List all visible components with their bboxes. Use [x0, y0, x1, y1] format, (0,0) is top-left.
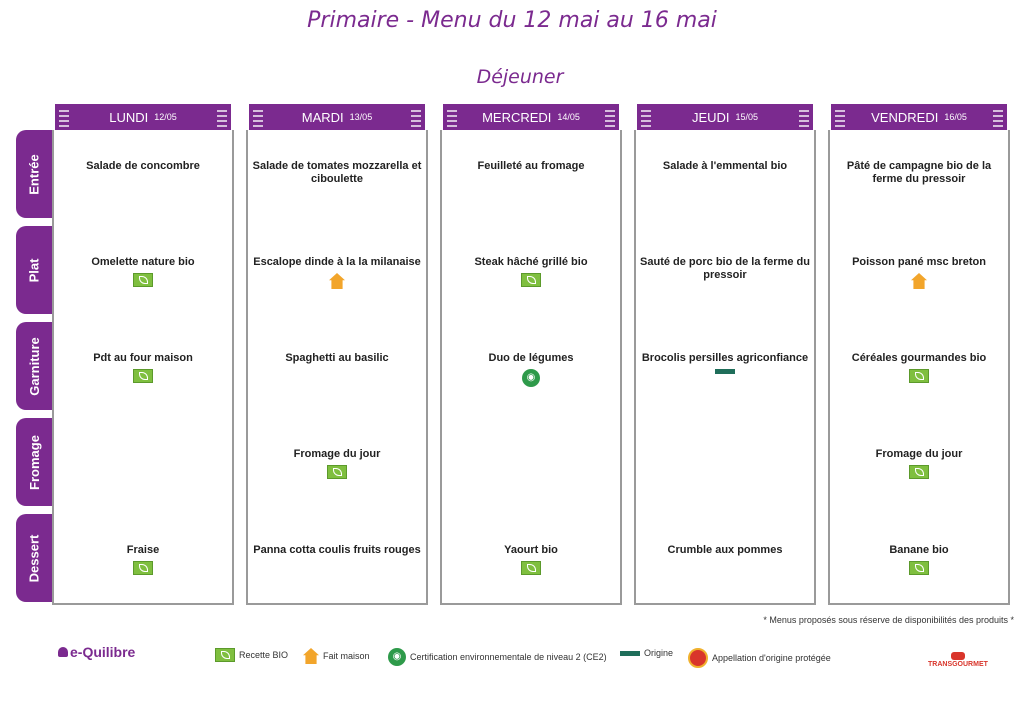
meal-title: Déjeuner — [476, 66, 564, 88]
bio-leaf-icon — [133, 561, 153, 575]
dish-name: Spaghetti au basilic — [285, 352, 389, 364]
day-column-vendredi — [828, 130, 1010, 605]
dish-name: Banane bio — [889, 544, 949, 556]
dish-name: Escalope dinde à la la milanaise — [253, 256, 421, 268]
dish-name: Panna cotta coulis fruits rouges — [253, 544, 421, 556]
dish-name: Céréales gourmandes bio — [851, 352, 987, 364]
fait-maison-house-icon — [329, 273, 345, 289]
legend-ce2: ◉ Certification environnementale de niveau 2 (CE2) — [388, 648, 607, 666]
day-header-lundi — [55, 104, 231, 130]
dish-name: Fraise — [126, 544, 160, 556]
day-header-mercredi — [443, 104, 619, 130]
row-label-plat: Plat — [16, 226, 52, 314]
menu-cell — [248, 448, 426, 514]
origine-flag-icon — [620, 651, 640, 656]
dish-name: Salade à l'emmental bio — [662, 160, 788, 172]
dish-name: Crumble aux pommes — [667, 544, 783, 556]
day-column-jeudi — [634, 130, 816, 605]
row-label-dessert: Dessert — [16, 514, 52, 602]
day-name: MERCREDI — [482, 109, 552, 125]
dish-name: Feuilleté au fromage — [477, 160, 585, 172]
day-name: MARDI — [301, 109, 344, 125]
menu-cell — [54, 256, 232, 322]
dish-name: Pâté de campagne bio de la ferme du pressoir — [846, 160, 992, 185]
menu-cell — [248, 256, 426, 322]
menu-cell — [54, 160, 232, 226]
menu-cell — [248, 160, 426, 226]
page-title: Primaire - Menu du 12 mai au 16 mai — [307, 8, 717, 33]
menu-cell — [442, 256, 620, 322]
menu-cell — [54, 352, 232, 418]
fait-maison-house-icon — [303, 648, 319, 664]
transgourmet-mark-icon — [951, 652, 965, 660]
bio-leaf-icon — [909, 465, 929, 479]
menu-cell — [442, 544, 620, 610]
availability-note: * Menus proposés sous réserve de disponibilités des produits * — [763, 615, 1014, 625]
dish-name: Sauté de porc bio de la ferme du pressoir — [640, 256, 810, 281]
menu-cell — [636, 544, 814, 610]
dish-name: Duo de légumes — [488, 352, 574, 364]
row-label-fromage: Fromage — [16, 418, 52, 506]
menu-cell — [636, 256, 814, 322]
day-date: 12/05 — [154, 112, 177, 122]
menu-cell — [636, 352, 814, 418]
bio-leaf-icon — [133, 369, 153, 383]
day-column-mardi — [246, 130, 428, 605]
menu-cell — [442, 160, 620, 226]
dish-name: Salade de concombre — [86, 160, 200, 172]
dish-name: Brocolis persilles agriconfiance — [641, 352, 809, 364]
menu-cell — [442, 352, 620, 418]
day-column-lundi — [52, 130, 234, 605]
menu-cell — [830, 256, 1008, 322]
aop-seal-icon — [688, 648, 708, 668]
dish-name: Poisson pané msc breton — [852, 256, 986, 268]
menu-cell — [442, 448, 620, 514]
menu-cell — [830, 160, 1008, 226]
day-header-jeudi — [637, 104, 813, 130]
bio-leaf-icon — [909, 369, 929, 383]
dish-name: Fromage du jour — [875, 448, 963, 460]
day-column-mercredi — [440, 130, 622, 605]
transgourmet-logo: TRANSGOURMET — [928, 652, 988, 668]
bio-leaf-icon — [215, 648, 235, 662]
menu-cell — [54, 448, 232, 514]
bio-leaf-icon — [909, 561, 929, 575]
menu-cell — [636, 160, 814, 226]
dish-name: Pdt au four maison — [93, 352, 193, 364]
menu-cell — [830, 448, 1008, 514]
day-header-mardi — [249, 104, 425, 130]
row-label-garniture: Garniture — [16, 322, 52, 410]
ce2-globe-icon: ◉ — [522, 369, 540, 387]
day-date: 16/05 — [944, 112, 967, 122]
day-date: 15/05 — [735, 112, 759, 122]
day-name: LUNDI — [109, 109, 149, 125]
dish-name: Yaourt bio — [504, 544, 558, 556]
day-date: 13/05 — [349, 112, 373, 122]
bio-leaf-icon — [133, 273, 153, 287]
menu-cell — [248, 544, 426, 610]
menu-cell — [830, 544, 1008, 610]
menu-cell — [54, 544, 232, 610]
day-header-vendredi — [831, 104, 1007, 130]
dish-name: Fromage du jour — [293, 448, 381, 460]
bio-leaf-icon — [521, 273, 541, 287]
legend-aop: Appellation d'origine protégée — [688, 648, 831, 668]
day-date: 14/05 — [557, 112, 580, 122]
bio-leaf-icon — [327, 465, 347, 479]
chef-hat-icon — [58, 647, 68, 657]
bio-leaf-icon — [521, 561, 541, 575]
day-name: VENDREDI — [871, 109, 939, 125]
menu-cell — [248, 352, 426, 418]
day-name: JEUDI — [691, 109, 730, 125]
legend-bio: Recette BIO — [215, 648, 288, 662]
row-label-entree: Entrée — [16, 130, 52, 218]
fait-maison-house-icon — [911, 273, 927, 289]
dish-name: Omelette nature bio — [91, 256, 195, 268]
legend-maison: Fait maison — [303, 648, 370, 664]
ce2-globe-icon: ◉ — [388, 648, 406, 666]
legend-origine: Origine — [620, 648, 673, 658]
dish-name: Salade de tomates mozzarella et ciboulette — [252, 160, 422, 185]
equilibre-logo: e-Quilibre — [58, 644, 135, 660]
menu-cell — [830, 352, 1008, 418]
menu-cell — [636, 448, 814, 514]
dish-name: Steak hâché grillé bio — [474, 256, 588, 268]
origine-flag-icon — [715, 369, 735, 374]
